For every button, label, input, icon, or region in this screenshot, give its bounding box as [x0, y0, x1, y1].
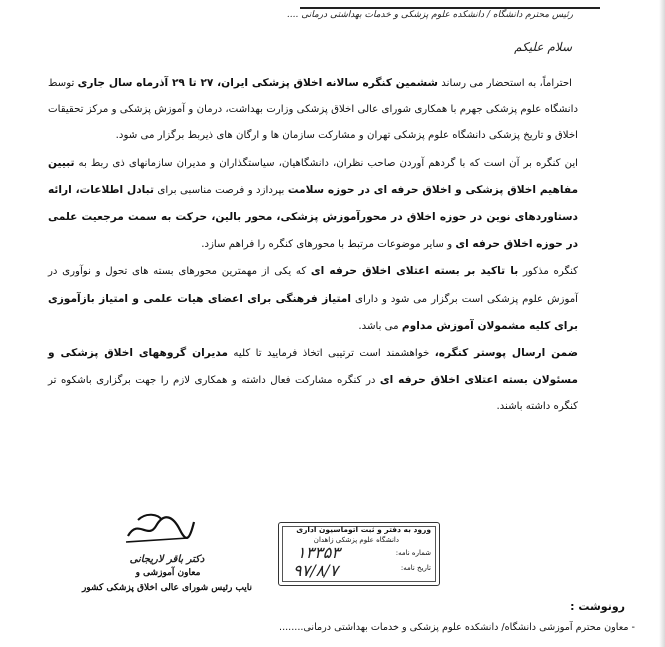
stamp-date-label: تاریخ نامه: — [400, 564, 431, 572]
text-run: می باشد. — [358, 320, 402, 332]
text-run: و سایر موضوعات مرتبط با محورهای کنگره را فراهم سازد. — [201, 239, 456, 251]
cc-heading: رونوشت : — [570, 600, 625, 613]
emphasis-run: با تاکید بر بسته اعتلای اخلاق حرفه ای — [310, 265, 519, 278]
signatory-title-1: معاون آموزشی و — [135, 568, 201, 578]
signatory-name: دکتر باقر لاریجانی — [129, 554, 205, 565]
salutation: سلام علیکم — [514, 40, 572, 54]
emphasis-run: ضمن ارسال پوستر کنگره، — [434, 347, 578, 360]
emphasis-run: تبیین مفاهیم اخلاق پزشکی و اخلاق حرفه ای در حوزه سلامت — [48, 156, 579, 196]
text-run: بپردازد و فرصت مناسبی برای — [153, 184, 288, 196]
header-rule — [300, 7, 600, 9]
body-paragraph-2 — [48, 150, 578, 259]
emphasis-run: ششمین کنگره سالانه اخلاق پزشکی ایران، ۲۷ تا ۲۹ آذرماه سال جاری — [77, 77, 438, 89]
cc-recipient: - معاون محترم آموزشی دانشگاه/ دانشکده علوم پزشکی و خدمات بهداشتی درمانی........ — [279, 622, 635, 633]
text-run: احتراماً، به استحضار می رساند — [437, 78, 573, 89]
signature-scribble — [118, 508, 198, 546]
signatory-title-2: نایب رئیس شورای عالی اخلاق پزشکی کشور — [81, 583, 253, 593]
text-run: این کنگره بر آن است که با گردهم آوردن صاحب نظران، دانشگاهیان، سیاستگذاران و مدیران سازمانهای ذی ربط به — [74, 157, 578, 169]
addressee-line: رئیس محترم دانشگاه / دانشکده علوم پزشکی و خدمات بهداشتی درمانی .... — [286, 10, 573, 20]
stamp-number-label: شماره نامه: — [395, 549, 431, 557]
stamp-date-value: ۹۷/۸/۷ — [293, 561, 339, 580]
emphasis-run: تبادل اطلاعات، ارائه دستاوردهای نوین در حوزه اخلاق در محورآموزش پزشکی، محور بالین، حرکت به سمت مرجعیت علمی در حوزه اخلاق حرفه ای — [48, 183, 578, 251]
body-paragraph-4 — [48, 340, 578, 421]
text-run: خواهشمند است ترتیبی اتخاذ فرمایید تا کلیه — [228, 348, 435, 360]
stamp-university: دانشگاه علوم پزشکی زاهدان — [313, 536, 399, 544]
letter-body — [48, 70, 578, 421]
text-run: که یکی از مهمترین محورهای بسته های تحول و نوآوری در آموزش علوم پزشکی است برگزار می شود و دارای — [48, 266, 578, 305]
emphasis-run: امتیاز فرهنگی برای اعضای هیات علمی و امتیاز بازآموزی برای کلیه مشمولان آموزش مداوم — [48, 292, 578, 332]
body-paragraph-1 — [48, 70, 578, 150]
registration-stamp — [278, 522, 440, 586]
scan-shadow-edge — [659, 0, 665, 647]
emphasis-run: مدیران گروههای اخلاق پزشکی و مسئولان بسته اعتلای اخلاق حرفه ای — [48, 347, 578, 387]
text-run: در کنگره مشارکت فعال داشته و همکاری لازم را جهت برگزاری باشکوه تر کنگره داشته باشند. — [48, 375, 578, 413]
stamp-number-value: ۱۳۳۵۳ — [297, 543, 340, 562]
text-run: توسط دانشگاه علوم پزشکی جهرم با همکاری شورای عالی اخلاق پزشکی وزارت بهداشت، درمان و آموزش پزشکی و مرکز تحقیقات اخلاق و تاریخ پزشکی دانشگاه علوم پزشکی تهران و مشارکت سازمان ها و ارگان های ذیربط برگزار می شود. — [48, 78, 578, 142]
stamp-heading: ورود به دفتر و ثبت اتوماسیون اداری — [296, 525, 431, 534]
body-paragraph-3 — [48, 258, 578, 340]
text-run: کنگره مذکور — [518, 266, 578, 278]
